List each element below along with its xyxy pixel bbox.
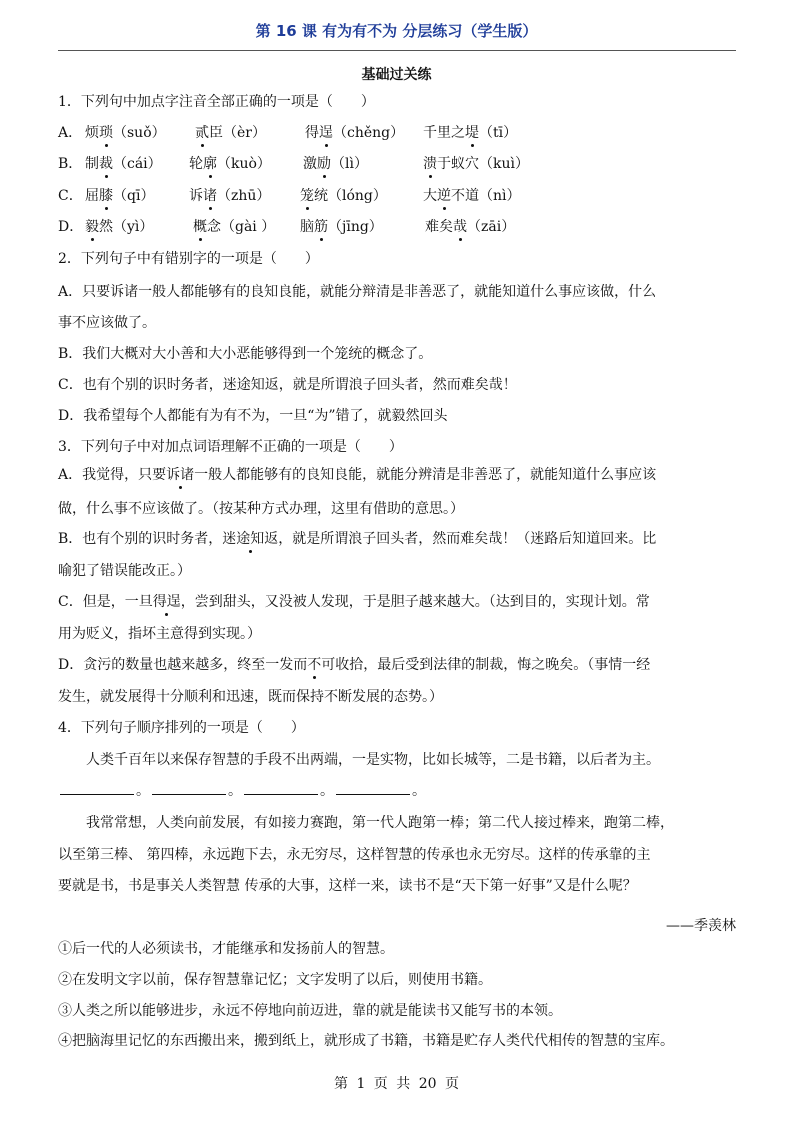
pinyin-item: 激励（lì） bbox=[303, 156, 368, 172]
pinyin-item: 概念（gài ） bbox=[193, 219, 276, 235]
q3-option-a-cont: 做，什么事不应该做了。（按某种方式办理，这里有借助的意思。） bbox=[58, 501, 464, 517]
q3-stem: 3．下列句子中对加点词语理解不正确的一项是（ ） bbox=[58, 439, 403, 455]
q4-passage-2-cont: 要就是书，书是事关人类智慧 传承的大事，这样一来，读书不是“天下第一好事”又是什么呢？ bbox=[58, 878, 637, 894]
author-attribution: ——季羡林 bbox=[666, 918, 736, 934]
q4-sentence-3: ③人类之所以能够进步，永远不停地向前迈进，靠的就是能读书又能写书的本领。 bbox=[58, 1003, 562, 1019]
q4-blanks: 。 。 。 。 bbox=[58, 780, 426, 798]
q2-option-a-cont: 事不应该做了。 bbox=[58, 315, 156, 331]
q4-sentence-2: ②在发明文字以前，保存智慧靠记忆；文字发明了以后，则使用书籍。 bbox=[58, 972, 492, 988]
dotted-char: 概 bbox=[193, 219, 207, 235]
pinyin-item: 笼统（lóng） bbox=[300, 188, 387, 204]
q3-option-c: C．但是，一旦得逞，尝到甜头，又没被人发现，于是胆子越来越大。（达到目的，实现计划。常 bbox=[58, 594, 650, 610]
q4-stem: 4．下列句子顺序排列的一项是（ ） bbox=[58, 720, 305, 736]
q3-option-d: D．贪污的数量也越来越多，终至一发而不可收拾，最后受到法律的制裁，悔之晚矣。（事情一经 bbox=[58, 657, 651, 673]
answer-blank[interactable] bbox=[336, 780, 410, 795]
q3-option-b-cont: 喻犯了错误能改正。） bbox=[58, 563, 191, 579]
dotted-char: 堤 bbox=[465, 125, 479, 141]
page-number: 第 1 页 共 20 页 bbox=[334, 1076, 459, 1092]
dotted-term: 迷途知返 bbox=[222, 531, 279, 547]
dotted-char: 毅 bbox=[85, 219, 99, 235]
pinyin-item: 脑筋（jīng） bbox=[300, 219, 383, 235]
title-divider bbox=[58, 50, 736, 51]
q3-option-a: A．我觉得，只要诉诸一般人都能够有的良知良能，就能分辨清是非善恶了，就能知道什么事应该 bbox=[58, 467, 657, 483]
dotted-char: 琐 bbox=[99, 125, 113, 141]
dotted-char: 裁 bbox=[99, 156, 113, 172]
pinyin-item: 得逞（chěng） bbox=[305, 125, 405, 141]
q2-option-a: A．只要诉诸一般人都能够有的良知良能，就能分辩清是非善恶了，就能知道什么事应该做，什么 bbox=[58, 284, 657, 300]
q3-option-b: B．也有个别的识时务者，迷途知返，就是所谓浪子回头者，然而难矣哉！（迷路后知道回来。比 bbox=[58, 531, 657, 547]
q2-option-d: D．我希望每个人都能有为有不为，一旦“为”错了，就毅然回头 bbox=[58, 408, 448, 424]
section-title: 基础过关练 bbox=[361, 67, 432, 83]
answer-blank[interactable] bbox=[244, 780, 318, 795]
dotted-char: 励 bbox=[317, 156, 331, 172]
q2-option-b: B．我们大概对大小善和大小恶能够得到一个笼统的概念了。 bbox=[58, 346, 433, 362]
dotted-char: 诸 bbox=[203, 188, 217, 204]
q2-option-c: C．也有个别的识时务者，迷途知返，就是所谓浪子回头者，然而难矣哉！ bbox=[58, 377, 517, 393]
pinyin-item: 制裁（cái） bbox=[85, 156, 162, 172]
pinyin-item: 烦琐（suǒ） bbox=[85, 125, 166, 141]
dotted-char: 溃 bbox=[423, 156, 437, 172]
dotted-char: 贰 bbox=[195, 125, 209, 141]
dotted-term: 诉诸 bbox=[166, 467, 195, 483]
pinyin-item: 难矣哉（zāi） bbox=[425, 219, 516, 235]
dotted-term: 得逞 bbox=[152, 594, 181, 610]
pinyin-item: 毅然（yì） bbox=[85, 219, 154, 235]
q4-passage-2-cont: 以至第三棒、 第四棒，永远跑下去，永无穷尽，这样智慧的传承也永无穷尽。这样的传承靠的主 bbox=[58, 847, 651, 863]
pinyin-item: 诉诸（zhū） bbox=[189, 188, 271, 204]
pinyin-item: 贰臣（èr） bbox=[195, 125, 266, 141]
q4-sentence-4: ④把脑海里记忆的东西搬出来，搬到纸上，就形成了书籍，书籍是贮存人类代代相传的智慧的宝库。 bbox=[58, 1033, 674, 1049]
dotted-char: 笼 bbox=[300, 188, 314, 204]
dotted-char: 膝 bbox=[99, 188, 113, 204]
answer-blank[interactable] bbox=[60, 780, 134, 795]
pinyin-item: 屈膝（qī） bbox=[85, 188, 155, 204]
option-label: A． bbox=[58, 125, 83, 141]
q2-stem: 2．下列句子中有错别字的一项是（ ） bbox=[58, 251, 319, 267]
page-title: 第 16 课 有为有不为 分层练习（学生版） bbox=[255, 22, 538, 40]
q4-passage-1: 人类千百年以来保存智慧的手段不出两端，一是实物，比如长城等，二是书籍，以后者为主。 bbox=[86, 752, 660, 768]
q4-passage-2: 我常常想，人类向前发展，有如接力赛跑，第一代人跑第一棒；第二代人接过棒来，跑第二棒， bbox=[86, 815, 674, 831]
option-label: D． bbox=[58, 219, 84, 235]
option-label: B． bbox=[58, 156, 83, 172]
q4-sentence-1: ①后一代的人必须读书，才能继承和发扬前人的智慧。 bbox=[58, 941, 394, 957]
dotted-term: 一发而不可收拾 bbox=[265, 657, 364, 673]
dotted-char: 廓 bbox=[203, 156, 217, 172]
pinyin-item: 溃于蚁穴（kuì） bbox=[423, 156, 529, 172]
dotted-char: 逆 bbox=[437, 188, 451, 204]
pinyin-item: 轮廓（kuò） bbox=[189, 156, 271, 172]
dotted-char: 逞 bbox=[319, 125, 333, 141]
pinyin-item: 千里之堤（tī） bbox=[423, 125, 518, 141]
dotted-char: 哉 bbox=[453, 219, 467, 235]
dotted-char: 筋 bbox=[314, 219, 328, 235]
q3-option-d-cont: 发生，就发展得十分顺利和迅速，既而保持不断发展的态势。） bbox=[58, 689, 443, 705]
option-label: C． bbox=[58, 188, 83, 204]
q1-stem: 1．下列句中加点字注音全部正确的一项是（ ） bbox=[58, 94, 375, 110]
pinyin-item: 大逆不道（nì） bbox=[423, 188, 521, 204]
q3-option-c-cont: 用为贬义，指坏主意得到实现。） bbox=[58, 626, 261, 642]
answer-blank[interactable] bbox=[152, 780, 226, 795]
